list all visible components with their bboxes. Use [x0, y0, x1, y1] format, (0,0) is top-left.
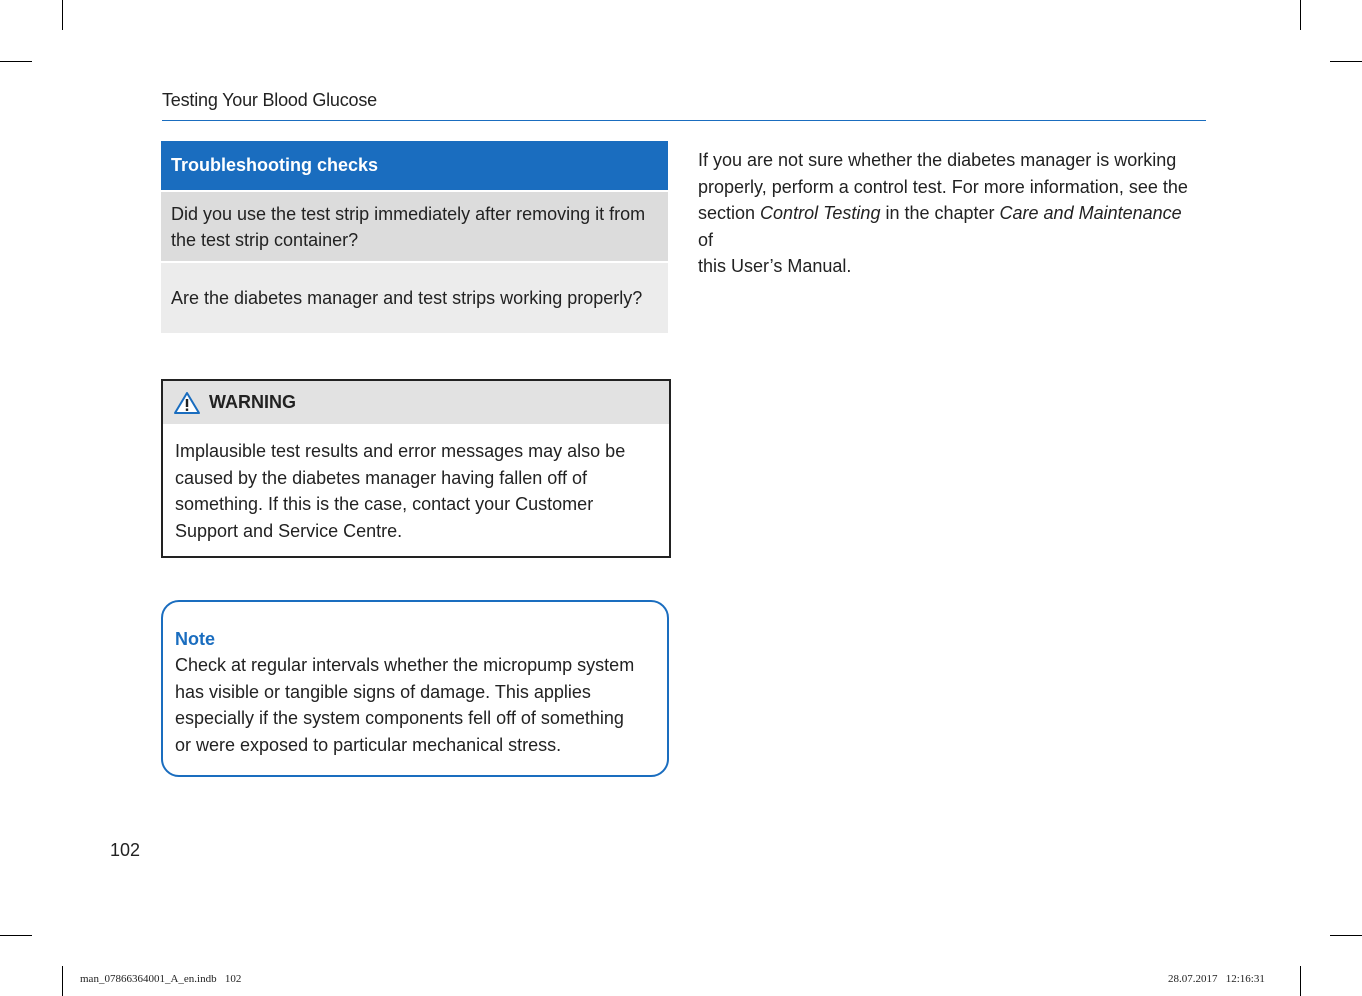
crop-mark	[1330, 61, 1362, 62]
note-line: has visible or tangible signs of damage. This applies	[175, 681, 591, 702]
table-cell: Did you use the test strip immediately after removing it from the test strip container?	[171, 203, 646, 250]
warning-box	[161, 379, 671, 558]
table-row	[161, 261, 668, 333]
note-box	[161, 600, 669, 777]
note-title: Note	[175, 629, 215, 649]
crop-mark	[0, 61, 32, 62]
paragraph-line: properly, perform a control test. For more information, see the	[698, 176, 1188, 197]
warning-line: Implausible test results and error messages may also be	[175, 441, 626, 461]
table-row	[161, 190, 668, 261]
warning-triangle-icon	[173, 391, 201, 415]
table-cell: Are the diabetes manager and test strips working properly?	[171, 288, 643, 308]
note-text	[175, 652, 655, 758]
header-rule	[162, 120, 1206, 121]
warning-line: caused by the diabetes manager having fallen off of	[175, 467, 587, 488]
print-slug-file: man_07866364001_A_en.indb 102	[80, 973, 242, 985]
paragraph-line: this User’s Manual.	[698, 256, 852, 276]
note-line: Check at regular intervals whether the micropump system	[175, 655, 635, 675]
crop-mark	[62, 0, 63, 30]
page-number: 102	[110, 840, 141, 860]
paragraph-line: If you are not sure whether the diabetes manager is working	[698, 150, 1177, 170]
troubleshooting-header: Troubleshooting checks	[161, 141, 668, 190]
note-line: especially if the system components fell off of something	[175, 708, 624, 728]
text-run: section	[698, 203, 761, 223]
warning-text	[163, 424, 669, 544]
crop-mark	[0, 935, 32, 936]
warning-line: Support and Service Centre.	[175, 520, 403, 541]
crop-mark	[1300, 0, 1301, 30]
section-reference: Control Testing	[760, 203, 881, 223]
warning-line: something. If this is the case, contact your Customer	[175, 494, 594, 514]
crop-mark	[1330, 935, 1362, 936]
crop-mark	[62, 966, 63, 996]
paragraph-line	[698, 200, 1198, 253]
text-run: in the chapter	[880, 203, 1000, 223]
warning-header	[163, 381, 669, 424]
warning-title: WARNING	[209, 392, 296, 412]
troubleshooting-table	[161, 141, 668, 333]
body-paragraph	[698, 147, 1198, 280]
running-title: Testing Your Blood Glucose	[162, 90, 377, 110]
text-run: of	[698, 229, 714, 250]
note-line: or were exposed to particular mechanical stress.	[175, 734, 562, 755]
chapter-reference: Care and Maintenance	[999, 203, 1182, 223]
crop-mark	[1300, 966, 1301, 996]
print-slug-timestamp: 28.07.2017 12:16:31	[1168, 973, 1265, 985]
